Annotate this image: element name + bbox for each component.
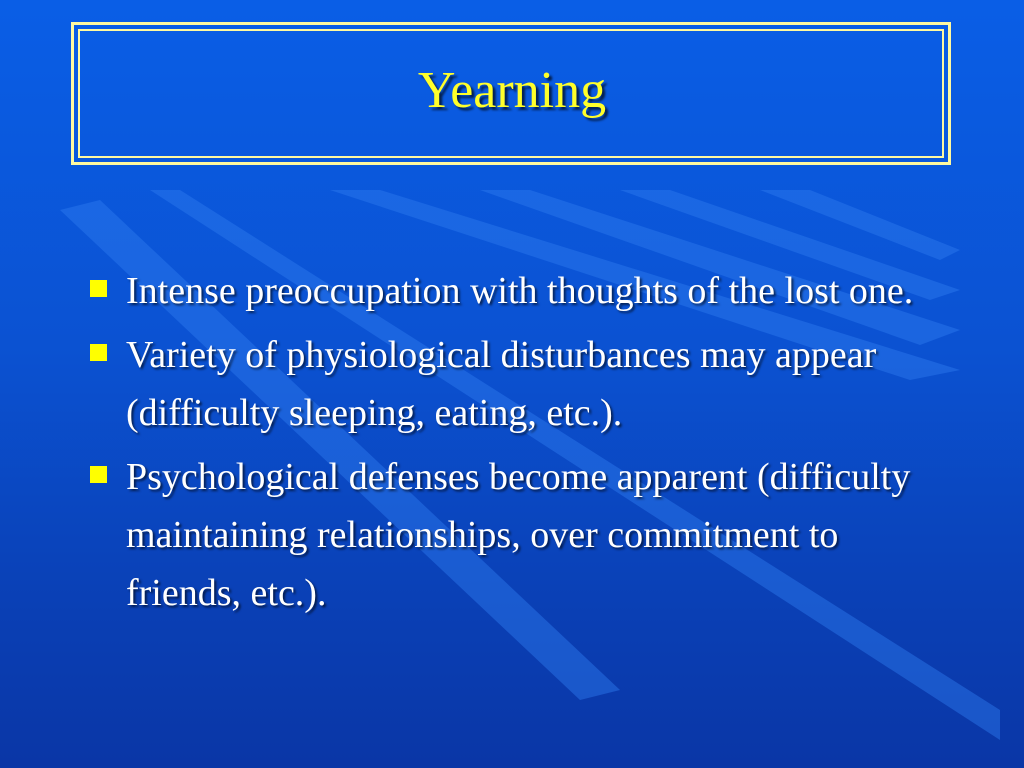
square-bullet-icon <box>90 344 107 361</box>
slide-title: Yearning <box>417 62 607 119</box>
bullet-text: Variety of physiological disturbances may appear (difficulty sleeping, eating, etc.). <box>126 334 877 434</box>
square-bullet-icon <box>90 466 107 483</box>
bullet-item <box>90 262 930 320</box>
bullet-text: Psychological defenses become apparent (difficulty maintaining relationships, over commitment to friends, etc.). <box>126 456 911 614</box>
square-bullet-icon <box>90 280 107 297</box>
bullet-list <box>90 262 930 628</box>
bullet-text: Intense preoccupation with thoughts of the lost one. <box>126 270 914 312</box>
bullet-item <box>90 326 930 442</box>
bullet-item <box>90 448 930 622</box>
